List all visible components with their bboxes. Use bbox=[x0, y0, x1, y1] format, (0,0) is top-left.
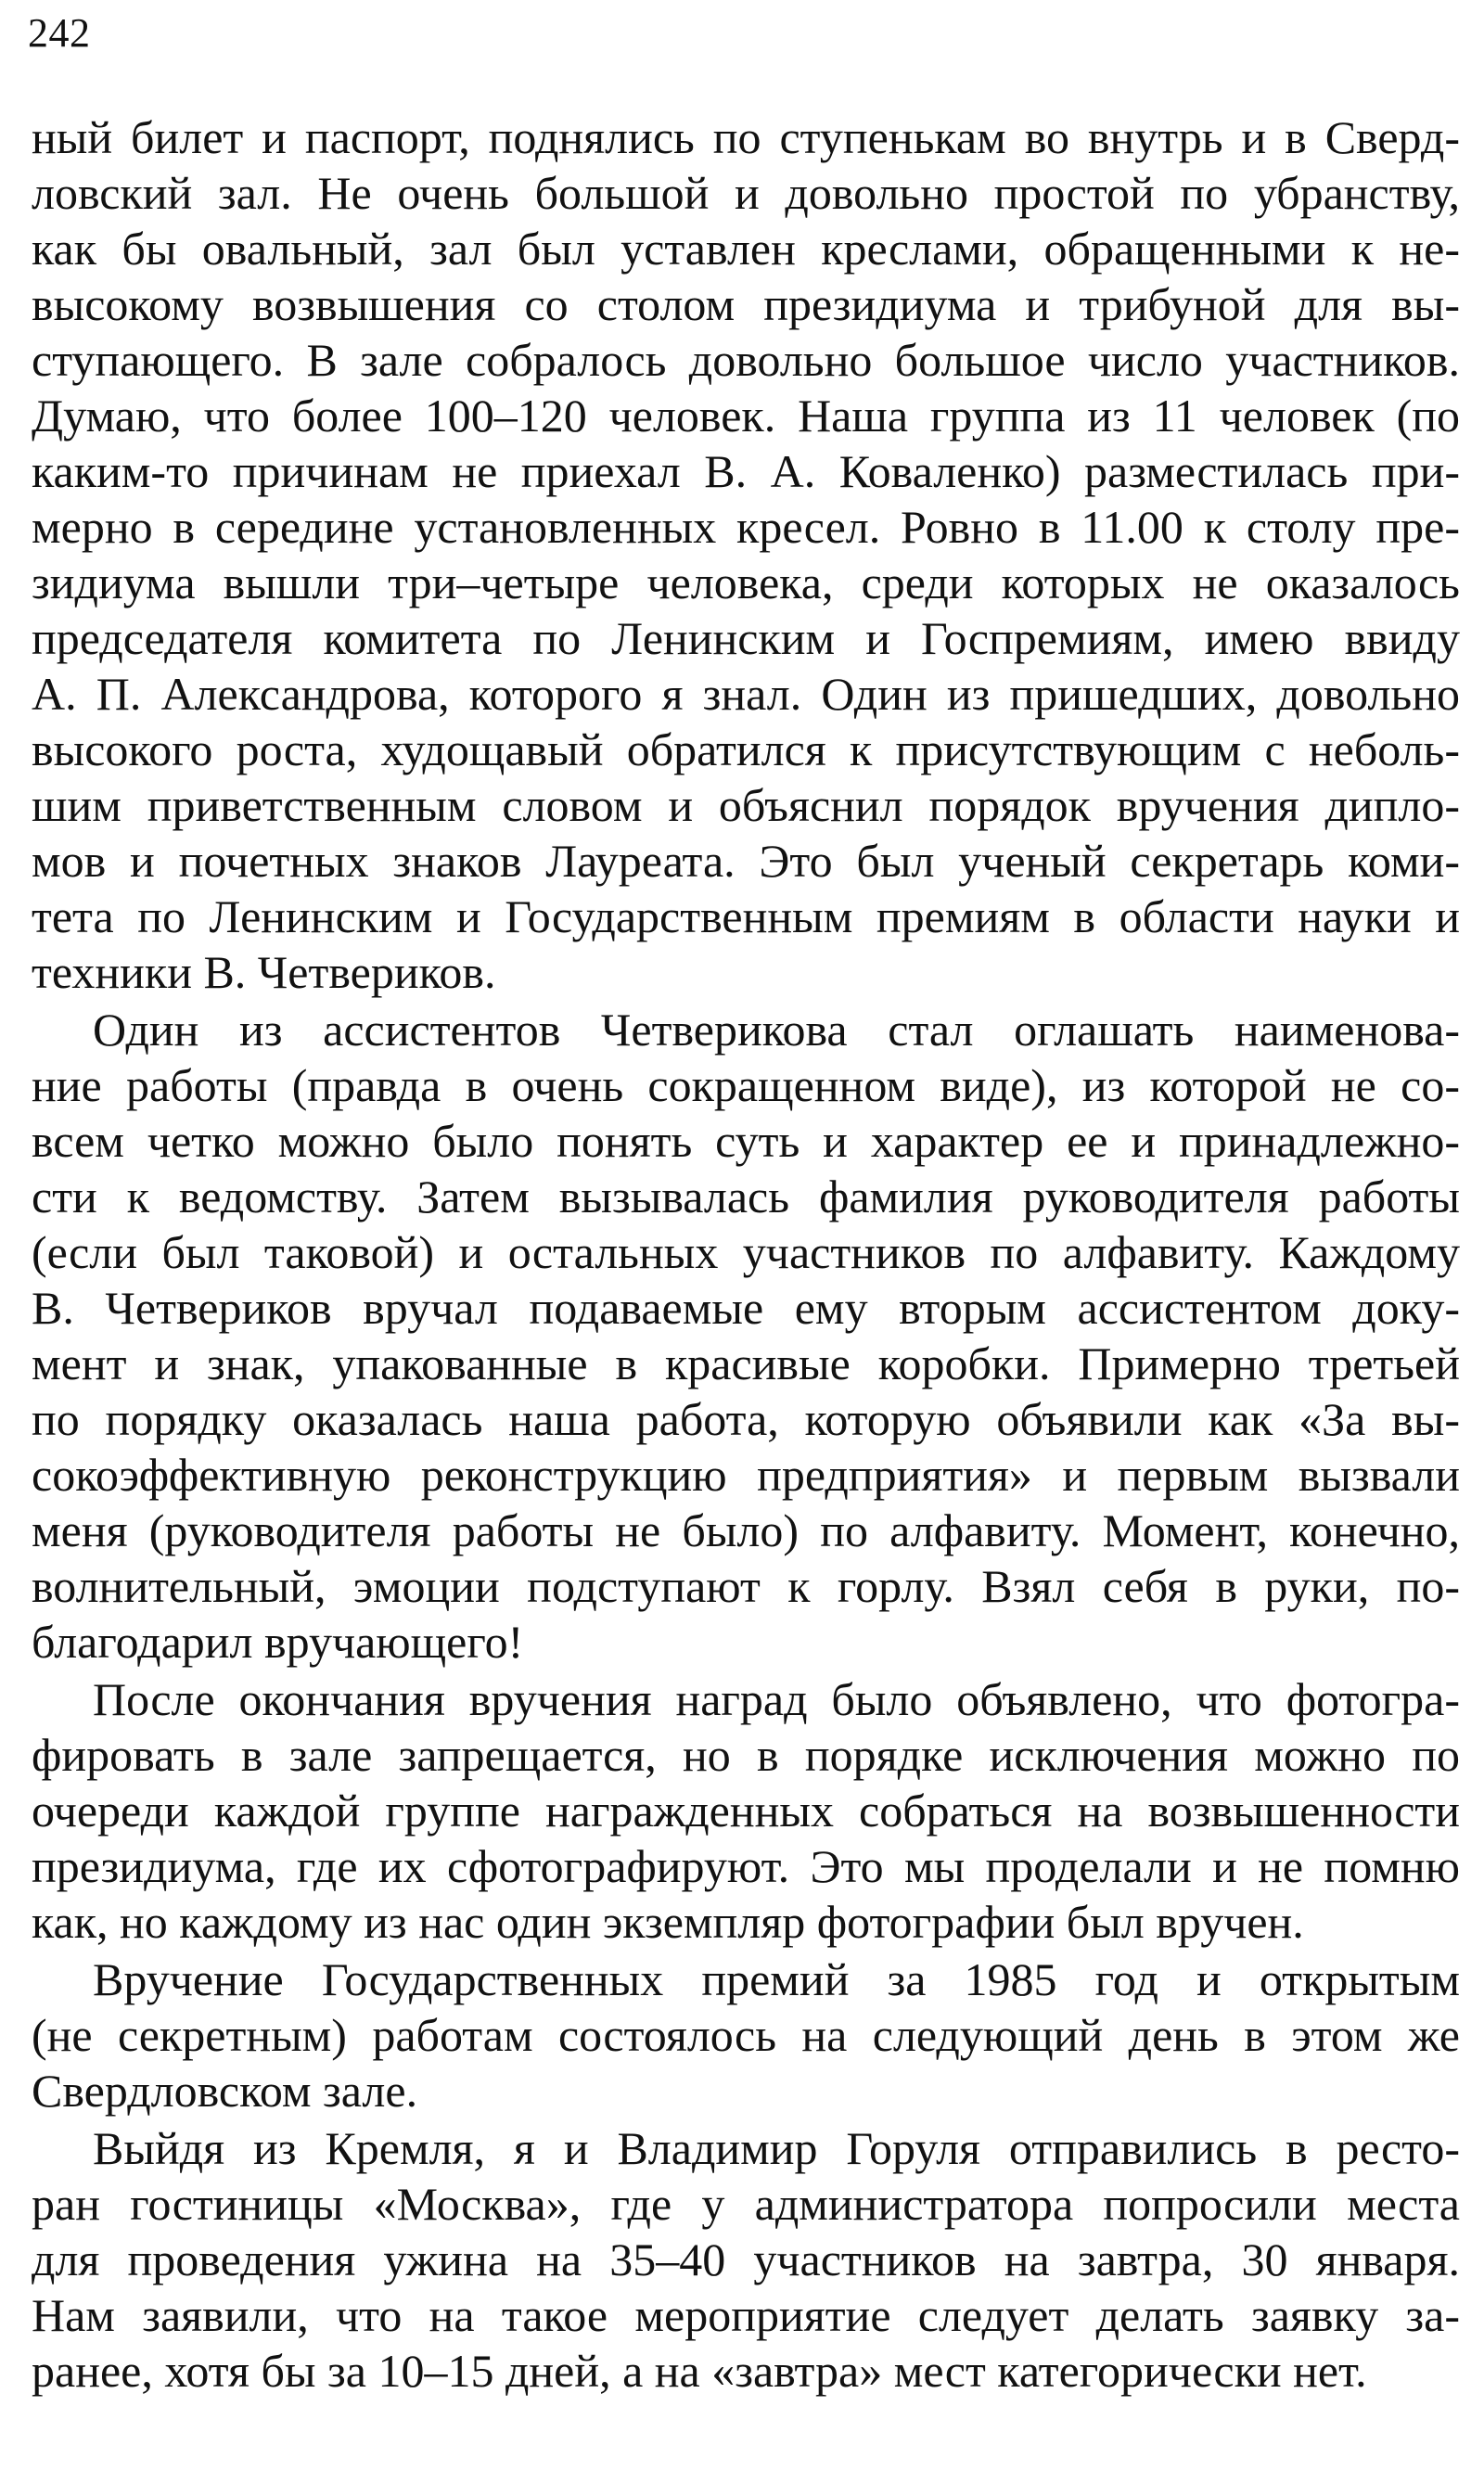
text-line: каким-то причинам не приехал В. А. Коваленко) разместилась при- bbox=[32, 445, 1460, 497]
text-line: всем четко можно было понять суть и характер ее и принадлежно- bbox=[32, 1115, 1460, 1167]
paragraph bbox=[32, 1952, 1460, 2118]
text-line: сти к ведомству. Затем вызывалась фамилия руководителя работы bbox=[32, 1171, 1460, 1222]
text-line: Выйдя из Кремля, я и Владимир Горуля отправились в ресто- bbox=[93, 2122, 1460, 2174]
text-line: высокого роста, худощавый обратился к присутствующим с неболь- bbox=[32, 723, 1460, 775]
text-line: сокоэффективную реконструкцию предприятия» и первым вызвали bbox=[32, 1449, 1460, 1501]
paragraph bbox=[32, 109, 1460, 1000]
text-line: ранее, хотя бы за 10–15 дней, а на «завтра» мест категорически нет. bbox=[32, 2345, 1367, 2397]
text-line: меня (руководителя работы не было) по алфавиту. Момент, конечно, bbox=[32, 1504, 1460, 1556]
text-line: фировать в зале запрещается, но в порядке исключения можно по bbox=[32, 1729, 1460, 1781]
text-line: техники В. Четвериков. bbox=[32, 946, 496, 998]
text-line: Нам заявили, что на такое мероприятие следует делать заявку за- bbox=[32, 2289, 1460, 2341]
text-line: благодарил вручающего! bbox=[32, 1616, 524, 1668]
text-line: ран гостиницы «Москва», где у администратора попросили места bbox=[32, 2178, 1460, 2230]
text-line: по порядку оказалась наша работа, которую объявили как «За вы- bbox=[32, 1393, 1460, 1445]
text-line: А. П. Александрова, которого я знал. Один из пришедших, довольно bbox=[32, 668, 1460, 720]
text-line: мент и знак, упакованные в красивые коробки. Примерно третьей bbox=[32, 1337, 1460, 1389]
body-text bbox=[32, 109, 1460, 2399]
paragraph bbox=[32, 2120, 1460, 2399]
paragraph bbox=[32, 1002, 1460, 1670]
text-line: тета по Ленинским и Государственным премиям в области науки и bbox=[32, 890, 1460, 942]
page-number: 242 bbox=[28, 10, 91, 56]
text-line: как бы овальный, зал был уставлен креслами, обращенными к не- bbox=[32, 223, 1460, 275]
text-line: мерно в середине установленных кресел. Ровно в 11.00 к столу пре- bbox=[32, 501, 1460, 553]
text-line: для проведения ужина на 35–40 участников на завтра, 30 января. bbox=[32, 2233, 1460, 2285]
text-line: как, но каждому из нас один экземпляр фотографии был вручен. bbox=[32, 1896, 1304, 1948]
text-line: Вручение Государственных премий за 1985 год и открытым bbox=[93, 1953, 1460, 2005]
text-line: ловский зал. Не очень большой и довольно простой по убранству, bbox=[32, 167, 1460, 219]
text-line: ступающего. В зале собралось довольно большое число участников. bbox=[32, 334, 1460, 386]
text-line: (если был таковой) и остальных участников по алфавиту. Каждому bbox=[32, 1226, 1460, 1278]
text-line: В. Четвериков вручал подаваемые ему вторым ассистентом доку- bbox=[32, 1282, 1460, 1334]
text-line: После окончания вручения наград было объявлено, что фотогра- bbox=[93, 1673, 1460, 1725]
text-line: очереди каждой группе награжденных собраться на возвышенности bbox=[32, 1785, 1460, 1837]
text-line: председателя комитета по Ленинским и Госпремиям, имею ввиду bbox=[32, 612, 1460, 664]
text-line: ние работы (правда в очень сокращенном виде), из которой не со- bbox=[32, 1059, 1460, 1111]
paragraph bbox=[32, 1671, 1460, 1950]
text-line: Думаю, что более 100–120 человек. Наша группа из 11 человек (по bbox=[32, 390, 1460, 442]
text-line: мов и почетных знаков Лауреата. Это был ученый секретарь коми- bbox=[32, 835, 1460, 887]
text-line: шим приветственным словом и объяснил порядок вручения дипло- bbox=[32, 779, 1460, 831]
text-line: зидиума вышли три–четыре человека, среди которых не оказалось bbox=[32, 557, 1460, 608]
text-line: Один из ассистентов Четверикова стал оглашать наименова- bbox=[93, 1004, 1460, 1056]
text-line: президиума, где их сфотографируют. Это мы проделали и не помню bbox=[32, 1840, 1460, 1892]
text-line: (не секретным) работам состоялось на следующий день в этом же bbox=[32, 2009, 1460, 2061]
text-line: Свердловском зале. bbox=[32, 2065, 418, 2117]
text-line: высокому возвышения со столом президиума и трибуной для вы- bbox=[32, 278, 1460, 330]
text-line: волнительный, эмоции подступают к горлу. Взял себя в руки, по- bbox=[32, 1560, 1460, 1612]
text-line: ный билет и паспорт, поднялись по ступенькам во внутрь и в Сверд- bbox=[32, 111, 1460, 163]
